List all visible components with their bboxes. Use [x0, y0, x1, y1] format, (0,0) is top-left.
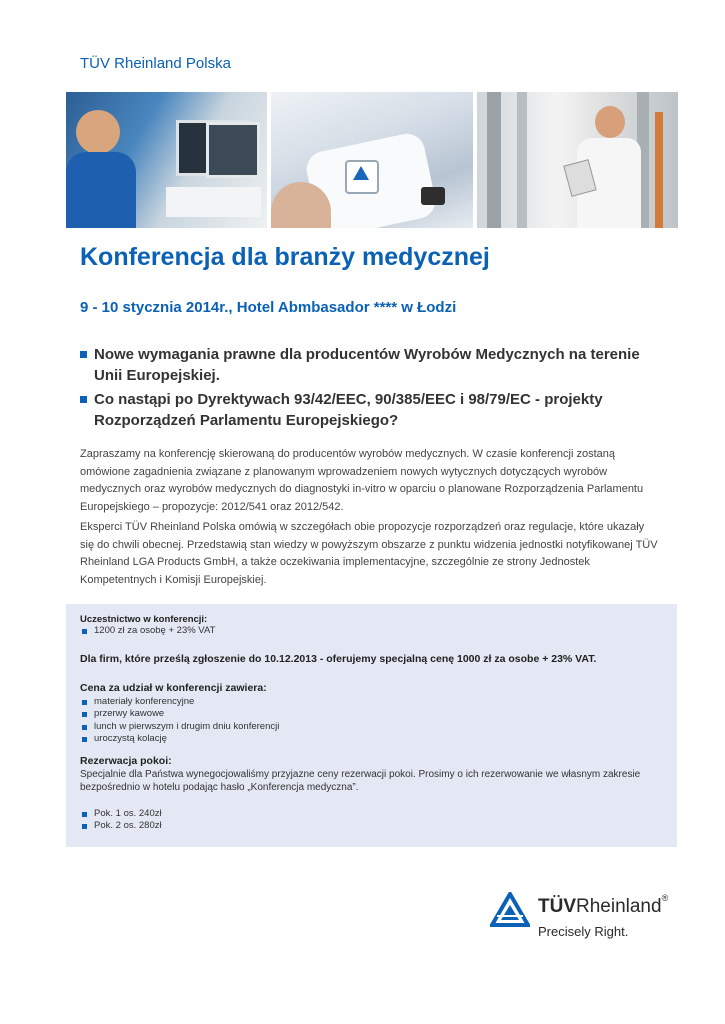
- photo-inspector-with-clipboard: [477, 92, 678, 228]
- special-offer: Dla firm, które prześlą zgłoszenie do 10.12.2013 - oferujemy specjalną cenę 1000 zł za osobe + 23% VAT.: [80, 652, 597, 665]
- participation-list: [80, 625, 665, 638]
- photo-device-with-tuv-label: [271, 92, 472, 228]
- page-title: Konferencja dla branży medycznej: [80, 243, 490, 271]
- participation-label: Uczestnictwo w konferencji:: [80, 614, 208, 625]
- list-item: uroczystą kolację: [80, 733, 665, 746]
- event-date-venue: 9 - 10 stycznia 2014r., Hotel Abmbasador **** w Łodzi: [80, 299, 457, 316]
- highlight-item: Nowe wymagania prawne dla producentów Wyrobów Medycznych na terenie Unii Europejskiej.: [80, 344, 670, 386]
- highlight-item: Co nastąpi po Dyrektywach 93/42/EEC, 90/385/EEC i 98/79/EC - projekty Rozporządzeń Parlamentu Europejskiego?: [80, 389, 670, 431]
- logo-name-rest: Rheinland: [576, 896, 662, 917]
- list-item: lunch w pierwszym i drugim dniu konferencji: [80, 721, 665, 734]
- intro-paragraph: Zapraszamy na konferencję skierowaną do producentów wyrobów medycznych. W czasie konferencji zostaną omówione zagadnienia związane z planowanym wprowadzeniem nowych wytycznych dotyczących wyrobów medycznych oraz wyrobów medycznych do diagnostyki in-vitro w oparciu o planowane Rozporządzenia Parlamentu Europejskiego – propozycje: 2012/541 oraz 2012/542.: [80, 448, 644, 513]
- header-photo-strip: [66, 92, 678, 228]
- highlights-list: [80, 344, 670, 434]
- tuv-rheinland-logo: [490, 890, 690, 950]
- experts-paragraph: Eksperci TÜV Rheinland Polska omówią w szczegółach obie propozycje rozporządzeń oraz regulacje, które ukazały się do chwili obecnej. Przedstawią stan wiedzy w powyższym obszarze z punktu widzenia jednostki notyfikowanej TÜV Rheinland LGA Products GmbH, a także oczekiwania implementacyjne, szczególnie ze strony Jednostek Kompetentnych i Komisji Europejskiej.: [80, 521, 658, 586]
- logo-name-bold: TÜV: [538, 896, 576, 917]
- rooms-label: Rezerwacja pokoi:: [80, 754, 172, 767]
- rooms-text: Specjalnie dla Państwa wynegocjowaliśmy przyjazne ceny rezerwacji pokoi. Prosimy o ich rezerwowanie we własnym zakresie bezpośrednio w hotelu podając hasło „Konferencja medyczna”.: [80, 768, 641, 793]
- photo-technician-at-monitors: [66, 92, 267, 228]
- rooms-list: [80, 808, 665, 833]
- list-item: Pok. 2 os. 280zł: [80, 820, 665, 833]
- registered-mark: ®: [661, 893, 669, 903]
- list-item: przerwy kawowe: [80, 708, 665, 721]
- includes-label: Cena za udział w konferencji zawiera:: [80, 681, 267, 694]
- company-name: TÜV Rheinland Polska: [80, 55, 231, 72]
- tuv-triangle-icon: [490, 892, 530, 928]
- list-item: Pok. 1 os. 240zł: [80, 808, 665, 821]
- logo-wordmark: [538, 893, 669, 918]
- info-box: [66, 604, 677, 847]
- list-item: materiały konferencyjne: [80, 696, 665, 709]
- participation-price: 1200 zł za osobę + 23% VAT: [80, 625, 665, 638]
- logo-tagline: Precisely Right.: [538, 924, 629, 939]
- includes-list: [80, 696, 665, 746]
